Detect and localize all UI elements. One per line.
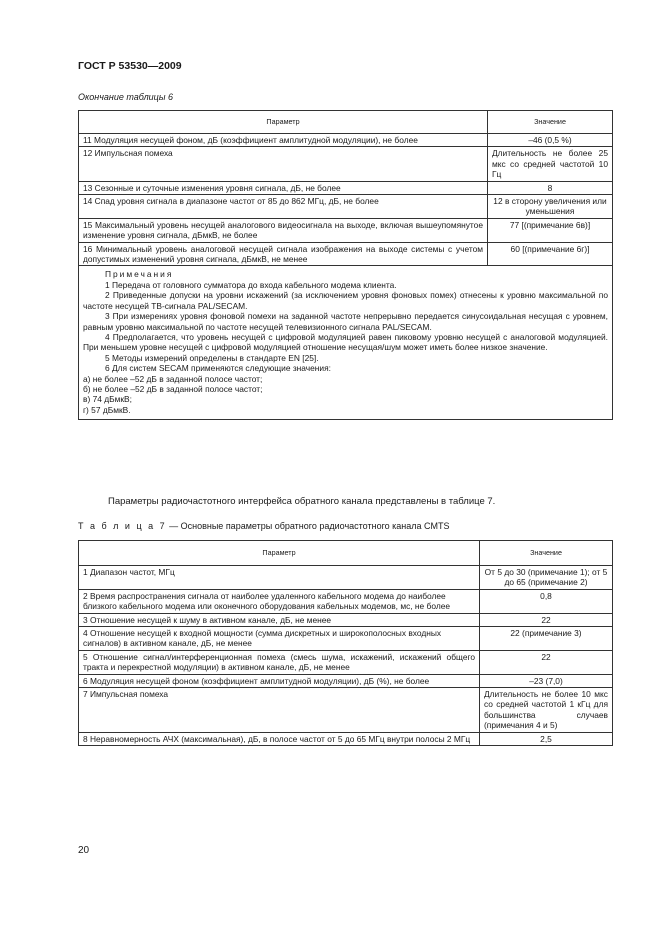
row-value: 22 bbox=[480, 650, 613, 674]
table-6 bbox=[78, 110, 613, 420]
notes-row bbox=[79, 266, 613, 420]
row-parameter: 5 Отношение сигнал/интерференционная помеха (смесь шума, искажений, искажений общего тракта и перекрестной модуляции) в активном канале, дБ, не менее bbox=[79, 650, 480, 674]
row-parameter: 11 Модуляция несущей фоном, дБ (коэффициент амплитудной модуляции), не более bbox=[79, 134, 488, 147]
table-header-row bbox=[79, 541, 613, 566]
table-row bbox=[79, 147, 613, 181]
table-row bbox=[79, 732, 613, 745]
row-parameter: 1 Диапазон частот, МГц bbox=[79, 566, 480, 590]
table-row bbox=[79, 650, 613, 674]
row-parameter: 2 Время распространения сигнала от наиболее удаленного кабельного модема до наиболее близкого кабельного модема или оконечного оборудования кабельных модемов, мс, не более bbox=[79, 589, 480, 613]
row-parameter: 3 Отношение несущей к шуму в активном канале, дБ, не менее bbox=[79, 613, 480, 626]
row-parameter: 12 Импульсная помеха bbox=[79, 147, 488, 181]
row-parameter: 14 Спад уровня сигнала в диапазоне частот от 85 до 862 МГц, дБ, не более bbox=[79, 195, 488, 219]
row-value: –23 (7,0) bbox=[480, 674, 613, 687]
table-row bbox=[79, 627, 613, 651]
note-subitem: в) 74 дБмкВ; bbox=[83, 394, 132, 405]
row-value: 22 bbox=[480, 613, 613, 626]
row-parameter: 15 Максимальный уровень несущей аналогового видеосигнала на выходе, включая вышеупомянутое изменение уровня сигнала, дБмкВ, не более bbox=[79, 218, 488, 242]
row-value: –46 (0,5 %) bbox=[488, 134, 613, 147]
note-item: 1 Передача от головного сумматора до входа кабельного модема клиента. bbox=[105, 279, 397, 290]
row-parameter: 13 Сезонные и суточные изменения уровня сигнала, дБ, не более bbox=[79, 181, 488, 194]
document-header: ГОСТ Р 53530—2009 bbox=[78, 60, 182, 72]
row-parameter: 7 Импульсная помеха bbox=[79, 688, 480, 733]
table-row bbox=[79, 195, 613, 219]
row-value: 12 в сторону увеличения или уменьшения bbox=[488, 195, 613, 219]
row-value: Длительность не более 10 мкс со средней частотой 1 кГц для большинства случаев (примечания 4 и 5) bbox=[480, 688, 613, 733]
column-header-parameter: Параметр bbox=[79, 541, 480, 566]
table-row bbox=[79, 134, 613, 147]
note-item: 6 Для систем SECAM применяются следующие значения: bbox=[105, 363, 331, 374]
row-value: 60 [(примечание 6г)] bbox=[488, 242, 613, 266]
row-value: 8 bbox=[488, 181, 613, 194]
page-number: 20 bbox=[78, 845, 90, 856]
table-7 bbox=[78, 540, 613, 746]
note-subitem: б) не более –52 дБ в заданной полосе частот; bbox=[83, 383, 263, 394]
row-value: 77 [(примечание 6в)] bbox=[488, 218, 613, 242]
row-value: 2,5 bbox=[480, 732, 613, 745]
row-value: От 5 до 30 (примечание 1); от 5 до 65 (примечание 2) bbox=[480, 566, 613, 590]
row-parameter: 8 Неравномерность АЧХ (максимальная), дБ, в полосе частот от 5 до 65 МГц внутри полосы 2 МГц bbox=[79, 732, 480, 745]
table-row bbox=[79, 674, 613, 687]
row-value: 0,8 bbox=[480, 589, 613, 613]
row-value: Длительность не более 25 мкс со средней частотой 10 Гц bbox=[488, 147, 613, 181]
table-row bbox=[79, 218, 613, 242]
note-subitem: г) 57 дБмкВ. bbox=[83, 404, 131, 415]
note-item: 5 Методы измерений определены в стандарте EN [25]. bbox=[105, 352, 319, 363]
table-notes bbox=[79, 266, 613, 420]
row-parameter: 6 Модуляция несущей фоном (коэффициент амплитудной модуляции), дБ (%), не более bbox=[79, 674, 480, 687]
note-item: 3 При измерениях уровня фоновой помехи на заданной частоте непрерывно передается синусоидальная несущая с уровнем, равным уровню максимальной по частоте несущей телевизионного сигнала PAL/SECAM. bbox=[83, 311, 608, 332]
row-value: 22 (примечание 3) bbox=[480, 627, 613, 651]
table-row bbox=[79, 688, 613, 733]
table-header-row bbox=[79, 111, 613, 134]
table-7-caption bbox=[78, 521, 450, 531]
column-header-value: Значение bbox=[488, 111, 613, 134]
table-7-caption-label: Т а б л и ц а 7 bbox=[78, 521, 167, 531]
notes-heading: Примечания bbox=[105, 269, 174, 280]
table-row bbox=[79, 613, 613, 626]
row-parameter: 16 Минимальный уровень аналоговой несущей сигнала изображения на выходе системы с учетом допустимых изменений уровня сигнала, дБмкВ, не менее bbox=[79, 242, 488, 266]
table-7-caption-title: — Основные параметры обратного радиочастотного канала CMTS bbox=[166, 521, 450, 531]
column-header-parameter: Параметр bbox=[79, 111, 488, 134]
body-paragraph: Параметры радиочастотного интерфейса обратного канала представлены в таблице 7. bbox=[108, 496, 496, 507]
row-parameter: 4 Отношение несущей к входной мощности (сумма дискретных и широкополосных входных сигналов) в активном канале, дБ, не менее bbox=[79, 627, 480, 651]
note-item: 4 Предполагается, что уровень несущей с цифровой модуляцией равен пиковому уровню несущей с аналоговой модуляцией. При меньшем уровне несущей с цифровой модуляцией отношение несущая/шум может иметь более низкое значение. bbox=[83, 331, 608, 353]
table-row bbox=[79, 589, 613, 613]
column-header-value: Значение bbox=[480, 541, 613, 566]
table-row bbox=[79, 566, 613, 590]
table-row bbox=[79, 242, 613, 266]
table-row bbox=[79, 181, 613, 194]
table-6-caption: Окончание таблицы 6 bbox=[78, 92, 173, 102]
note-subitem: а) не более –52 дБ в заданной полосе частот; bbox=[83, 373, 263, 384]
note-item: 2 Приведенные допуски на уровни искажений (за исключением уровня фоновых помех) отнесены к уровню максимальной по частоте несущей ТВ-сигнала PAL/SECAM. bbox=[83, 290, 608, 311]
